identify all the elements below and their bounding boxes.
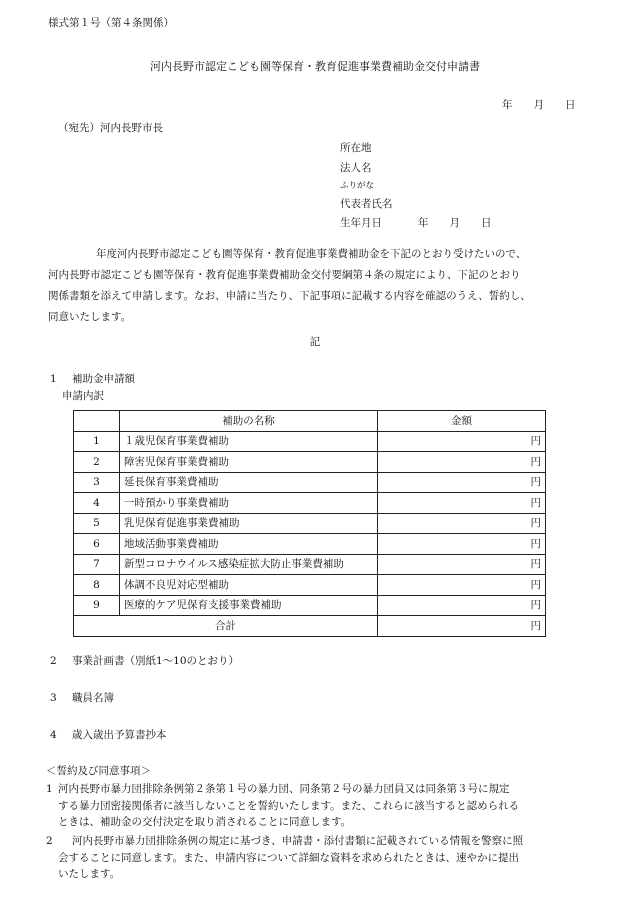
statement-line-4: 同意いたします。 — [48, 311, 132, 323]
table-row — [74, 575, 546, 596]
date-line: 年 月 日 — [502, 99, 576, 111]
section-2-title: 事業計画書（別紙1～10のとおり） — [72, 655, 240, 667]
row-number: 5 — [74, 513, 120, 534]
applicant-birthdate-fields: 年 月 日 — [418, 217, 492, 229]
table-row — [74, 534, 546, 555]
oath-item-1-line-3: ときは、補助金の交付決定を取り消されることに同意します。 — [58, 816, 352, 828]
section-4-number: 4 — [50, 729, 57, 741]
table-header-row — [74, 411, 546, 432]
table-header-blank — [74, 411, 120, 432]
row-number: 3 — [74, 472, 120, 493]
table-row — [74, 493, 546, 514]
row-amount-field[interactable]: 円 — [378, 575, 546, 596]
section-4-title: 歳入歳出予算書抄本 — [72, 729, 167, 741]
row-amount-field[interactable]: 円 — [378, 534, 546, 555]
row-number: 9 — [74, 595, 120, 616]
section-3-number: 3 — [50, 692, 57, 704]
section-2-number: 2 — [50, 655, 57, 667]
oath-item-1-number: 1 — [46, 783, 53, 795]
row-number: 1 — [74, 431, 120, 452]
row-name: 延長保育事業費補助 — [120, 472, 378, 493]
subsidy-table — [73, 410, 546, 637]
oath-item-2-line-2: 会することに同意します。また、申請内容について詳細な資料を求められたときは、速やかに提出 — [58, 851, 519, 864]
row-number: 4 — [74, 493, 120, 514]
row-name: １歳児保育事業費補助 — [120, 431, 378, 452]
document-title: 河内長野市認定こども園等保育・教育促進事業費補助金交付申請書 — [150, 60, 480, 73]
application-statement — [48, 244, 588, 328]
total-amount-field[interactable]: 円 — [378, 616, 546, 637]
ki-marker: 記 — [309, 336, 321, 348]
applicant-furigana-label: ふりがな — [340, 181, 375, 191]
row-number: 2 — [74, 452, 120, 473]
row-amount-field[interactable]: 円 — [378, 595, 546, 616]
section-1-subtitle: 申請内訳 — [62, 390, 104, 402]
oath-item-2-number: 2 — [46, 835, 53, 847]
oath-item-1 — [44, 781, 592, 831]
table-row — [74, 431, 546, 452]
statement-line-2: 河内長野市認定こども園等保育・教育促進事業費補助金交付要綱第４条の規定により、下記のとおり — [48, 269, 521, 281]
row-name: 体調不良児対応型補助 — [120, 575, 378, 596]
oath-item-2-line-3: いたします。 — [58, 868, 121, 880]
oath-item-1-line-1: 河内長野市暴力団排除条例第２条第１号の暴力団、同条第２号の暴力団員又は同条第３号に規定 — [58, 783, 510, 795]
total-label: 合計 — [74, 616, 378, 637]
row-number: 8 — [74, 575, 120, 596]
form-label: 様式第１号（第４条関係） — [48, 17, 174, 29]
table-header-name: 補助の名称 — [120, 411, 378, 432]
section-3-title: 職員名簿 — [72, 692, 114, 704]
row-amount-field[interactable]: 円 — [378, 554, 546, 575]
addressee: （宛先）河内長野市長 — [58, 122, 163, 134]
row-number: 7 — [74, 554, 120, 575]
applicant-birthdate-label: 生年月日 — [340, 217, 382, 229]
row-name: 地域活動事業費補助 — [120, 534, 378, 555]
row-name: 一時預かり事業費補助 — [120, 493, 378, 514]
statement-line-3: 関係書類を添えて申請します。なお、申請に当たり、下記事項に記載する内容を確認のうえ、誓約し、 — [48, 290, 531, 302]
oath-heading: ＜誓約及び同意事項＞ — [46, 765, 151, 777]
table-row — [74, 472, 546, 493]
row-number: 6 — [74, 534, 120, 555]
table-row — [74, 595, 546, 616]
row-amount-field[interactable]: 円 — [378, 513, 546, 534]
row-amount-field[interactable]: 円 — [378, 493, 546, 514]
oath-item-1-line-2: する暴力団密接関係者に該当しないことを誓約いたします。また、これらに該当すると認められる — [58, 799, 520, 812]
applicant-corporation-label: 法人名 — [340, 162, 372, 174]
oath-item-2 — [44, 833, 592, 883]
row-name: 医療的ケア児保育支援事業費補助 — [120, 595, 378, 616]
table-row — [74, 452, 546, 473]
table-header-amount: 金額 — [378, 411, 546, 432]
applicant-address-label: 所在地 — [340, 142, 372, 154]
oath-item-2-line-1: 河内長野市暴力団排除条例の規定に基づき、申請書・添付書類に記載されている情報を警察に照 — [72, 835, 524, 847]
applicant-representative-label: 代表者氏名 — [340, 198, 393, 210]
row-name: 障害児保育事業費補助 — [120, 452, 378, 473]
row-amount-field[interactable]: 円 — [378, 452, 546, 473]
row-amount-field[interactable]: 円 — [378, 472, 546, 493]
table-row — [74, 513, 546, 534]
section-1-number: 1 — [50, 373, 57, 385]
statement-line-1: 年度河内長野市認定こども園等保育・教育促進事業費補助金を下記のとおり受けたいので、 — [96, 248, 527, 260]
section-1-title: 補助金申請額 — [72, 373, 135, 385]
row-amount-field[interactable]: 円 — [378, 431, 546, 452]
table-row — [74, 554, 546, 575]
row-name: 乳児保育促進事業費補助 — [120, 513, 378, 534]
table-total-row — [74, 616, 546, 637]
row-name: 新型コロナウイルス感染症拡大防止事業費補助 — [120, 554, 378, 575]
